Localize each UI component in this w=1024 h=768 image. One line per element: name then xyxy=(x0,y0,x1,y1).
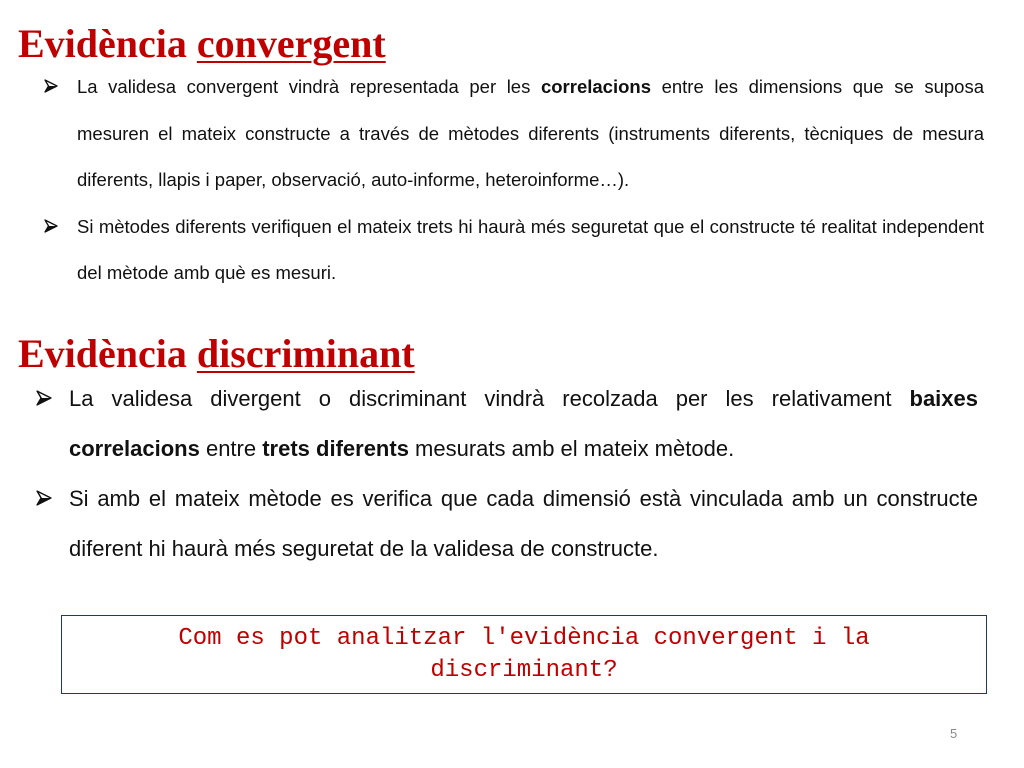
discriminant-bullet-list xyxy=(36,374,978,574)
list-item xyxy=(44,204,984,297)
heading-discriminant-prefix: Evidència xyxy=(18,331,187,376)
question-box xyxy=(61,615,987,694)
arrow-bullet-icon xyxy=(36,390,50,404)
bold-term-baixes-correlacions: baixes correlacions xyxy=(69,386,978,461)
heading-convergent-keyword: convergent xyxy=(196,21,386,66)
list-item xyxy=(36,374,978,474)
heading-convergent-prefix: Evidència xyxy=(18,21,187,66)
bold-term-correlacions: correlacions xyxy=(540,76,651,97)
bullet-text-part: La validesa convergent vindrà representada per les xyxy=(77,76,541,97)
bullet-text-part: entre les dimensions que se suposa mesuren el mateix constructe a través de mètodes diferents (instruments diferents, tècniques de mesura diferents, llapis i paper, observació, auto-informe, heteroinforme…). xyxy=(77,76,985,190)
question-text: Com es pot analitzar l'evidència convergent i la discriminant? xyxy=(178,624,870,684)
list-item xyxy=(36,474,978,574)
bullet-text: Si amb el mateix mètode es verifica que cada dimensió està vinculada amb un constructe diferent hi haurà més seguretat de la validesa de constructe. xyxy=(69,486,978,561)
arrow-bullet-icon xyxy=(36,490,50,504)
slide-number: 5 xyxy=(950,726,958,741)
arrow-bullet-icon xyxy=(44,79,58,93)
heading-discriminant-keyword: discriminant xyxy=(196,331,415,376)
bold-term-trets-diferents: trets diferents xyxy=(262,436,409,461)
heading-discriminant xyxy=(18,332,415,376)
list-item xyxy=(44,64,984,204)
bullet-text: Si mètodes diferents verifiquen el mateix trets hi haurà més seguretat que el constructe té realitat independent del mètode amb què es mesuri. xyxy=(77,215,984,283)
arrow-bullet-icon xyxy=(44,219,58,233)
bullet-text-part: entre xyxy=(199,436,263,461)
bullet-text-part: La validesa divergent o discriminant vindrà recolzada per les relativament xyxy=(69,386,910,411)
bullet-text-part: mesurats amb el mateix mètode. xyxy=(408,436,735,461)
convergent-bullet-list xyxy=(44,64,984,297)
heading-convergent xyxy=(18,22,386,66)
